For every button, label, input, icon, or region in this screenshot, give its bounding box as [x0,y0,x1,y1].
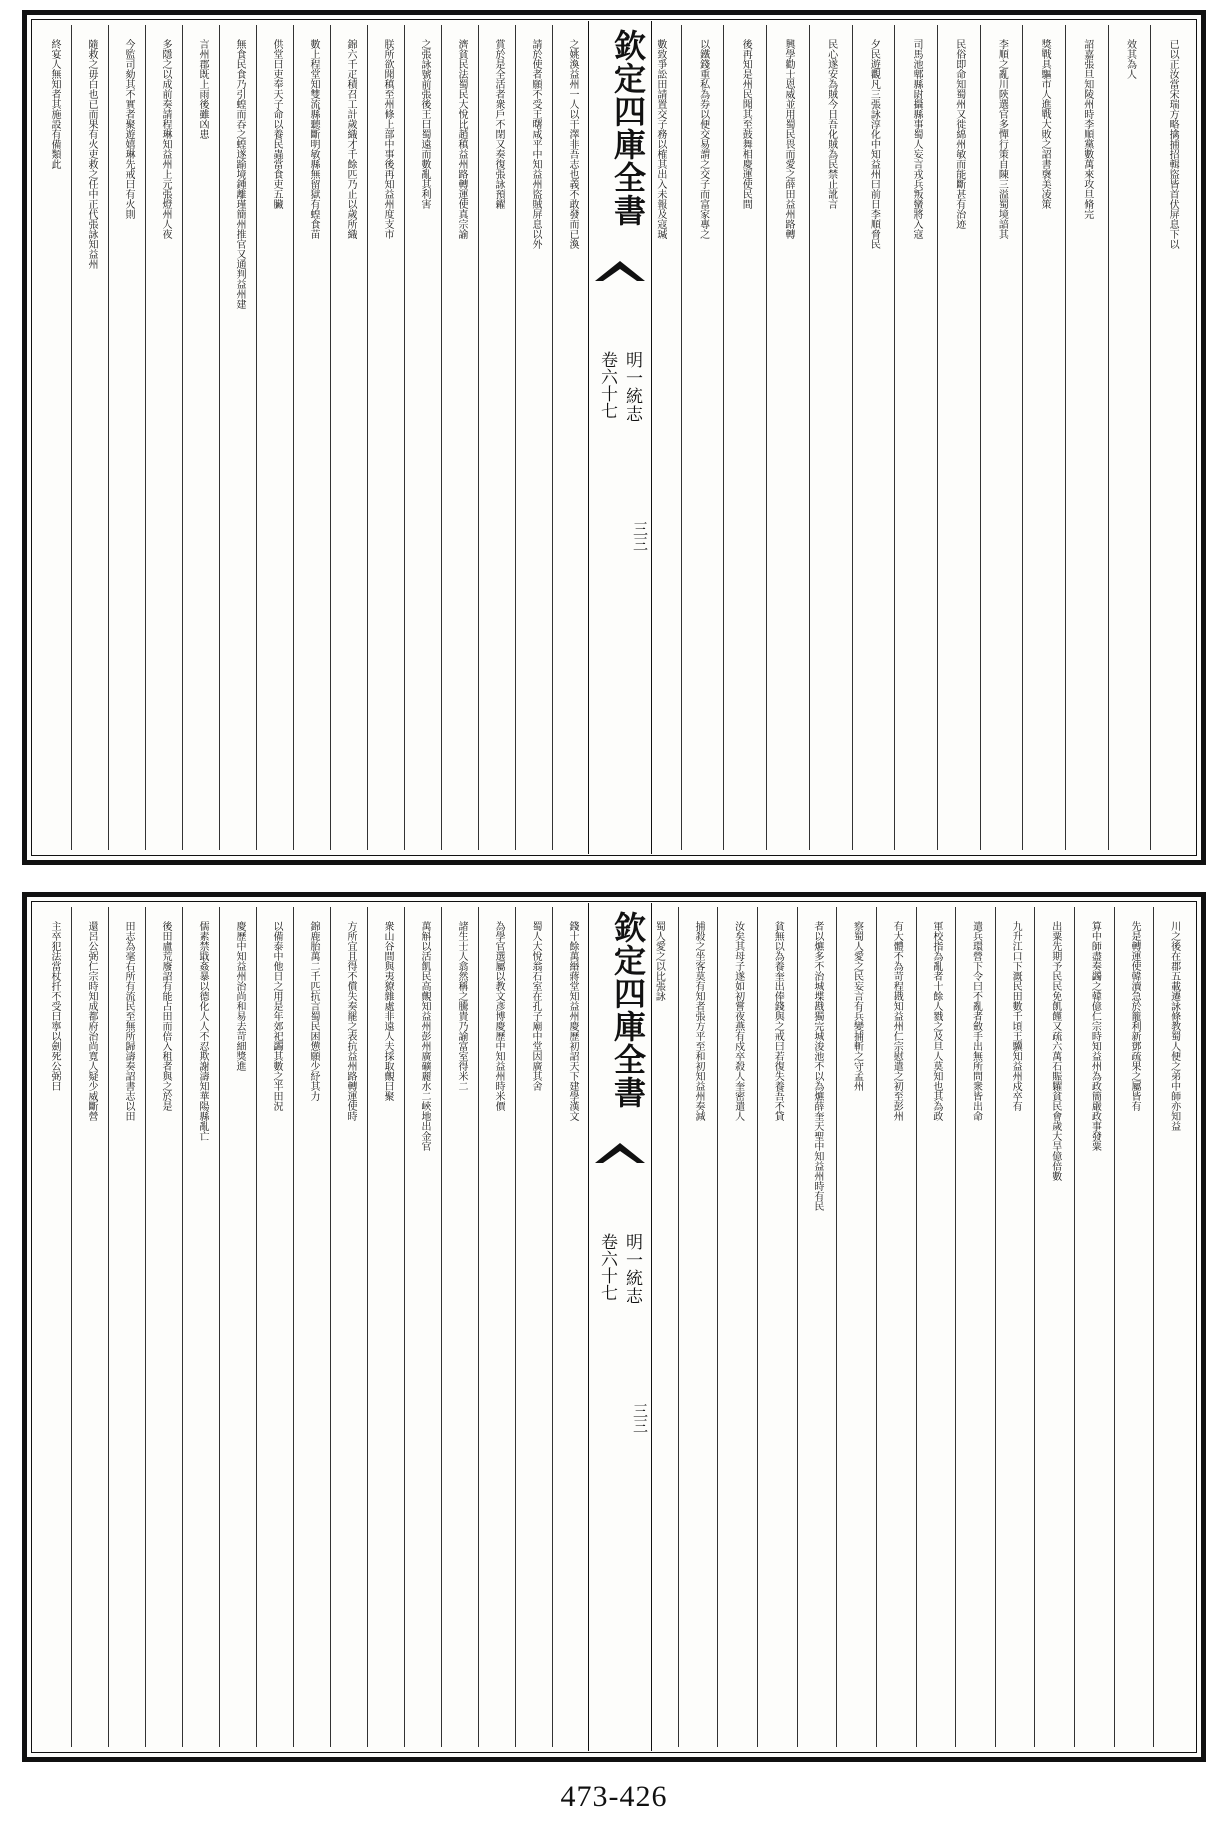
text-column [182,907,219,1747]
column-text: 汝矣其母子遂如初嘗夜燕有戍卒殺人奎密遣人 [732,921,744,1121]
text-column [182,25,219,850]
text-column [478,25,515,850]
column-text: 先是轉運使韓瀆急於籠利新鄧疏果之屬皆有 [1129,921,1141,1111]
fish-tail-ornament [595,259,645,281]
text-column [916,907,956,1747]
text-column [330,25,367,850]
text-column [678,907,718,1747]
catalog-title: 欽定四庫全書 [609,911,647,1109]
column-text: 衆山谷間與夷獠雜處非遠人夫採取覿曰聚 [382,921,393,1101]
text-column [852,25,895,850]
text-column [894,25,937,850]
column-text: 隨救之毋白也已而果有火吏救之任中正代張詠知益州 [86,39,97,269]
text-column [441,907,478,1747]
text-column [681,25,724,850]
text-column [639,25,681,850]
column-text: 蜀人愛之以比張詠 [653,921,665,1001]
leaf-number: 三三 [631,1403,649,1433]
column-text: 錢十餘萬緡蔣堂知益州慶歷初詔天下建學漢文 [567,921,578,1121]
column-text: 後再知是州民聞其至鼓舞相慶運使民間 [740,39,752,209]
column-text: 已以正汝當宋瑞方略擒捕招輯盜皆首伏屏息下以 [1167,39,1179,249]
text-column [404,907,441,1747]
text-column [35,25,71,850]
text-column [515,25,552,850]
column-text: 言州郡既上雨後雖凶患 [197,39,208,139]
column-text: 錦六千疋積召工計歲織才千餘匹乃止以歲所織 [345,39,356,239]
column-text: 請於使者願不受王曙咸平中知益州盜賊屏息以外 [530,39,541,249]
column-text: 以鐵錢重私為券以便交易謂之交子而富家專之 [697,39,709,239]
text-column [145,907,182,1747]
column-text: 蜀人大悅翁石室在孔子廟中堂因廣其舍 [530,921,541,1091]
text-column [836,907,876,1747]
column-text: 錦鹿胎萬二千匹抗言蜀民困憊願少紓其力 [308,921,319,1101]
text-column [293,25,330,850]
column-text: 民心遂安為賊今日吾化賊為民禁止訛言 [825,39,837,209]
column-text: 軍校指為亂者十餘人戮之及旦人莫知也其為政 [930,921,942,1121]
column-text: 有大體不為苛程戡知益州仁宗慰遣之初至彭州 [891,921,903,1121]
text-column [1153,907,1193,1747]
column-text: 者以爊多不治城堞戡獨完城浚池不以為爊薛奎天聖中知益州時有民 [811,921,823,1211]
column-text: 田志為毫右所有流民至無所歸濤奏詔書志以田 [123,921,134,1121]
text-column [108,907,145,1747]
text-column [717,907,757,1747]
column-text: 終宴人無知者其施設有備類此 [49,39,60,169]
text-column [441,25,478,850]
text-column [757,907,797,1747]
column-text: 之張詠號前張後王曰蜀遠而數亂其利害 [419,39,430,209]
column-text: 察蜀人愛之民妄言有兵變捕斬之守孟州 [851,921,863,1091]
column-text: 濟貧民法蜀民大悅比趙稹益州路轉運使真宗諭 [456,39,467,239]
text-column [330,907,367,1747]
column-text: 慶歷中知益州治尚和易去苛細獎進 [234,921,245,1071]
text-column [293,907,330,1747]
juan-number: 卷六十七 [597,351,617,419]
text-column [515,907,552,1747]
text-column [1108,25,1151,850]
column-text: 司馬池郫縣尉攝縣事蜀人妄言戎兵叛蠻將入寇 [911,39,923,239]
bottom-left-half [35,907,589,1747]
column-text: 諸生士人翕然稱之騰貴乃諭富室得米二 [456,921,467,1091]
column-text: 川之後在郡五載遷詠條教蜀人便之弟中師亦知益 [1168,921,1180,1131]
text-column [1022,25,1065,850]
text-column [937,25,980,850]
column-text: 夕民遊觀凡三張詠淳化中知益州曰前日李順脅民 [868,39,880,249]
column-text: 賞於是全活者衆戶不閉又奏復張詠預糴 [493,39,504,209]
text-column [35,907,71,1747]
text-column [1074,907,1114,1747]
column-text: 捕殺之坐客莫有知者張方平至和初知益州奏減 [692,921,704,1121]
bottom-page-sheet [22,892,1206,1762]
book-title: 明一統志 [622,351,642,423]
text-column [552,907,589,1747]
column-text: 多隱之以成前奏請程琳知益州上元張燈州人夜 [160,39,171,239]
text-column [980,25,1023,850]
top-left-half [35,25,589,850]
column-text: 為學官選屬以教文彥博慶歷中知益州時米價 [493,921,504,1111]
column-text: 九升江口下溉民田數千頃王驥知益州戍卒有 [1010,921,1022,1111]
text-column [639,907,678,1747]
column-text: 儒素禁戢姦暴以德化人人不忍欺謝濤知華陽縣亂亡 [197,921,208,1141]
text-column [404,25,441,850]
text-column [955,907,995,1747]
column-text: 出粟先期予民民免飢饉又疏六萬石賑糶貧民會歲大旱億倍數 [1049,921,1061,1181]
leaf-number: 三三 [631,521,649,551]
text-column [723,25,766,850]
column-text: 民俗即命知蜀州又徙綿州敏而能斷甚有治迹 [953,39,965,229]
column-text: 遣兵環營下令曰不亂者斂手出無所問衆皆出命 [970,921,982,1121]
catalog-title: 欽定四庫全書 [609,29,647,227]
column-text: 今監司劾其不實者聚遊嬉琳先戒曰有火則 [123,39,134,219]
text-column [367,25,404,850]
text-column [108,25,145,850]
text-column [145,25,182,850]
text-column [876,907,916,1747]
text-column [797,907,837,1747]
column-text: 貧無以為養奎出俸錢與之戒曰若復失養吾不貸 [772,921,784,1121]
text-column [219,25,256,850]
column-text: 後田盧荒廢詔有能占田而倍入租者與之於是 [160,921,171,1111]
top-right-half [639,25,1193,850]
text-column [367,907,404,1747]
column-text: 算中師盡奏蠲之韓億仁宗時知益州為政簡嚴政事發粟 [1089,921,1101,1151]
text-column [256,907,293,1747]
text-column [1065,25,1108,850]
book-title: 明一統志 [622,1233,642,1305]
text-column [478,907,515,1747]
column-text: 數致爭訟田請置交子務以榷其出入未報及寇瑊 [654,39,666,239]
column-text: 數上程堂知雙流縣聽斷明敏縣無留獄有蝗食苗 [308,39,319,239]
column-text: 方所宜且得不償失奏罷之表抗益州路轉運使時 [345,921,356,1121]
top-page-sheet [22,10,1206,865]
column-text: 朕所欲聞稹至州條上部中事後再知益州度支市 [382,39,393,239]
text-column [71,25,108,850]
text-column [71,907,108,1747]
text-column [1150,25,1193,850]
text-column [1034,907,1074,1747]
column-text: 以備泰中他日之用是年郊祀蠲其數之半田況 [271,921,282,1111]
text-column [219,907,256,1747]
text-column [552,25,589,850]
column-text: 詔嘉張旦知陵州時李順黨數萬來攻旦脩完 [1081,39,1093,219]
column-text: 效其為人 [1124,39,1136,79]
column-text: 獎戰具驅市人進戰大敗之詔書襃美凌策 [1039,39,1051,209]
column-text: 主卒犯法當杖扦不受曰寧以劍死公弼曰 [49,921,60,1091]
text-column [809,25,852,850]
text-column [995,907,1035,1747]
bottom-right-half [639,907,1193,1747]
text-column [1114,907,1154,1747]
text-column [766,25,809,850]
column-text: 李順之亂川陝選官多憚行策自陳三溢蜀境諳其 [996,39,1008,239]
page-number: 473-426 [560,1780,668,1813]
column-text: 還呂公弼仁宗時知成都府治尚寬人疑少威斷營 [86,921,97,1121]
column-text: 之姚渙益州一人以干澤非吾志也義不敢發而已渙 [567,39,578,249]
column-text: 供堂曰吏奉天子命以養民蟲當食吏五臟 [271,39,282,209]
column-text: 興學勸士恩威並用蜀民畏而愛之薛田益州路轉 [782,39,794,239]
column-text: 無食民食乃引蝗而吞之蝗遂踰境鍾離瑾簡州推官又通判益州建 [234,39,245,309]
column-text: 萬斛以活飢民高覿知益州彭州廣礦麗水二峽地出金官 [419,921,430,1151]
text-column [256,25,293,850]
juan-number: 卷六十七 [597,1233,617,1301]
fish-tail-ornament [595,1141,645,1163]
